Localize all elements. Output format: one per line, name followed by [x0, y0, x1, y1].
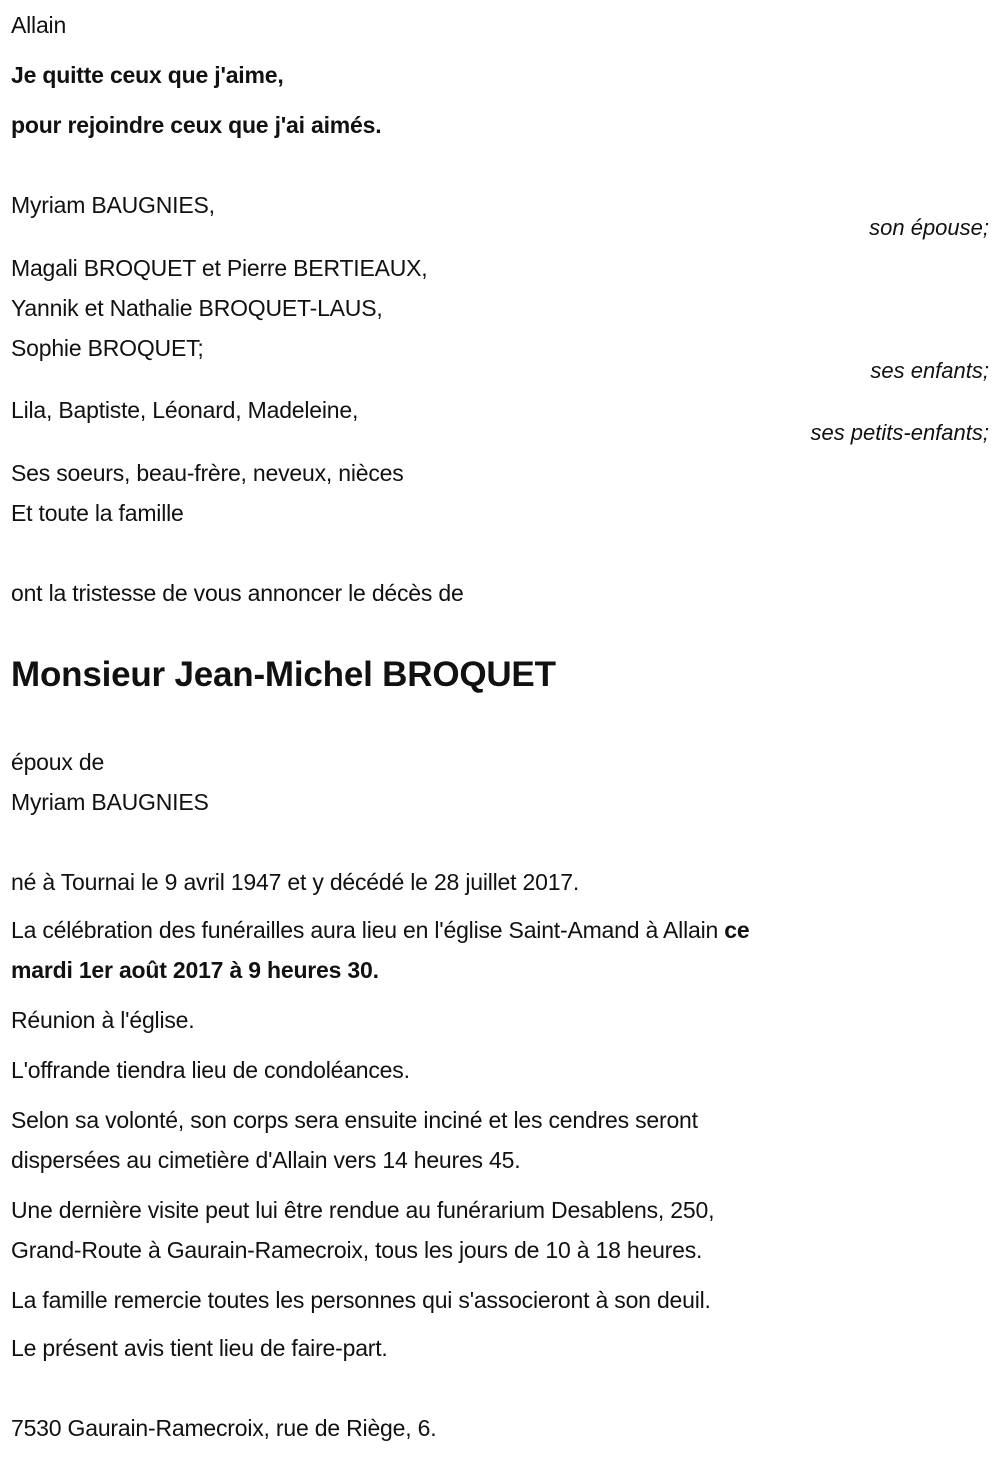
spouse-of-name: Myriam BAUGNIES [11, 789, 209, 815]
cremation-line-1: Selon sa volonté, son corps sera ensuite inciné et les cendres seront [11, 1107, 698, 1133]
visit-line-2: Grand-Route à Gaurain-Ramecroix, tous les jours de 10 à 18 heures. [11, 1237, 703, 1263]
ceremony-bold-start: ce [724, 917, 750, 943]
ceremony-date: mardi 1er août 2017 à 9 heures 30. [11, 957, 379, 983]
grandchildren-names: Lila, Baptiste, Léonard, Madeleine, [11, 397, 359, 423]
ceremony-line-1 [11, 915, 749, 945]
quote-line-2: pour rejoindre ceux que j'ai aimés. [11, 112, 382, 138]
children-role: ses enfants; [870, 358, 989, 383]
birth-death: né à Tournai le 9 avril 1947 et y décédé le 28 juillet 2017. [11, 869, 580, 895]
ceremony-text: La célébration des funérailles aura lieu en l'église Saint-Amand à Allain [11, 917, 725, 943]
spouse-role: son épouse; [869, 215, 989, 240]
meeting: Réunion à l'église. [11, 1007, 195, 1033]
visit-line-1: Une dernière visite peut lui être rendue au funérarium Desablens, 250, [11, 1197, 715, 1223]
spouse-name: Myriam BAUGNIES, [11, 192, 215, 218]
family-line-2: Et toute la famille [11, 500, 184, 526]
thanks: La famille remercie toutes les personnes qui s'associeront à son deuil. [11, 1287, 711, 1313]
offering: L'offrande tiendra lieu de condoléances. [11, 1057, 410, 1083]
child-1: Magali BROQUET et Pierre BERTIEAUX, [11, 255, 428, 281]
grandchildren-role: ses petits-enfants; [810, 420, 989, 445]
deceased-name: Monsieur Jean-Michel BROQUET [11, 655, 556, 694]
place: Allain [11, 12, 67, 38]
family-line-1: Ses soeurs, beau-frère, neveux, nièces [11, 460, 404, 486]
child-2: Yannik et Nathalie BROQUET-LAUS, [11, 295, 383, 321]
quote-line-1: Je quitte ceux que j'aime, [11, 62, 284, 88]
child-3: Sophie BROQUET; [11, 335, 204, 361]
announcement: ont la tristesse de vous annoncer le décès de [11, 580, 464, 606]
address: 7530 Gaurain-Ramecroix, rue de Riège, 6. [11, 1415, 437, 1441]
spouse-of-label: époux de [11, 749, 105, 775]
notice: Le présent avis tient lieu de faire-part. [11, 1335, 388, 1361]
cremation-line-2: dispersées au cimetière d'Allain vers 14 heures 45. [11, 1147, 521, 1173]
